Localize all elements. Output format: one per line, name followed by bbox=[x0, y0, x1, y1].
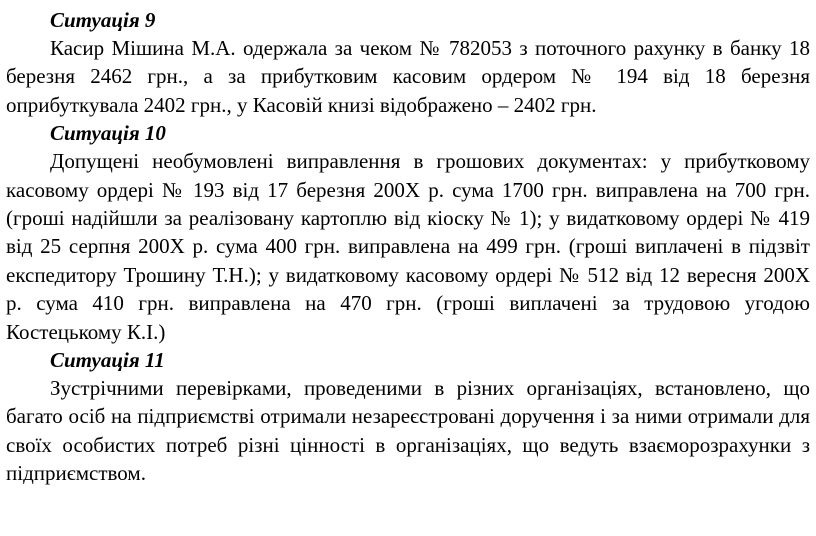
situation-11-text: Зустрічними перевірками, проведеними в різних організаціях, встановлено, що багато осіб на підприємстві отримали незареєстровані доручення і за ними отримали для своїх особистих потреб різні цінності в організаціях, що ведуть взаєморозрахунки з підприємством. bbox=[6, 376, 810, 486]
situation-11-title: Ситуація 11 bbox=[50, 348, 165, 373]
situation-10-title: Ситуація 10 bbox=[50, 121, 166, 146]
situation-10-text: Допущені необумовлені виправлення в грошових документах: у прибутковому касовому ордері № 193 від 17 березня 200Х р. сума 1700 грн. виправлена на 700 грн. (гроші надійшли за реалізовану картоплю від кіоску № 1); у видатковому ордері № 419 від 25 серпня 200Х р. сума 400 грн. виправлена на 499 грн. (гроші виплачені в підзвіт експедитору Трошину Т.Н.); у видатковому касовому ордері № 512 від 12 вересня 200Х р. сума 410 грн. виправлена на 470 грн. (гроші виплачені за трудовою угодою Костецькому К.І.) bbox=[6, 149, 810, 344]
situation-11 bbox=[6, 346, 810, 488]
situation-10 bbox=[6, 119, 810, 346]
situation-9 bbox=[6, 6, 810, 119]
situation-9-text: Касир Мішина М.А. одержала за чеком № 782053 з поточного рахунку в банку 18 березня 2462 грн., а за прибутковим касовим ордером № 194 від 18 березня оприбуткувала 2402 грн., у Касовій книзі відображено – 2402 грн. bbox=[6, 36, 810, 117]
situation-9-title: Ситуація 9 bbox=[50, 8, 156, 32]
